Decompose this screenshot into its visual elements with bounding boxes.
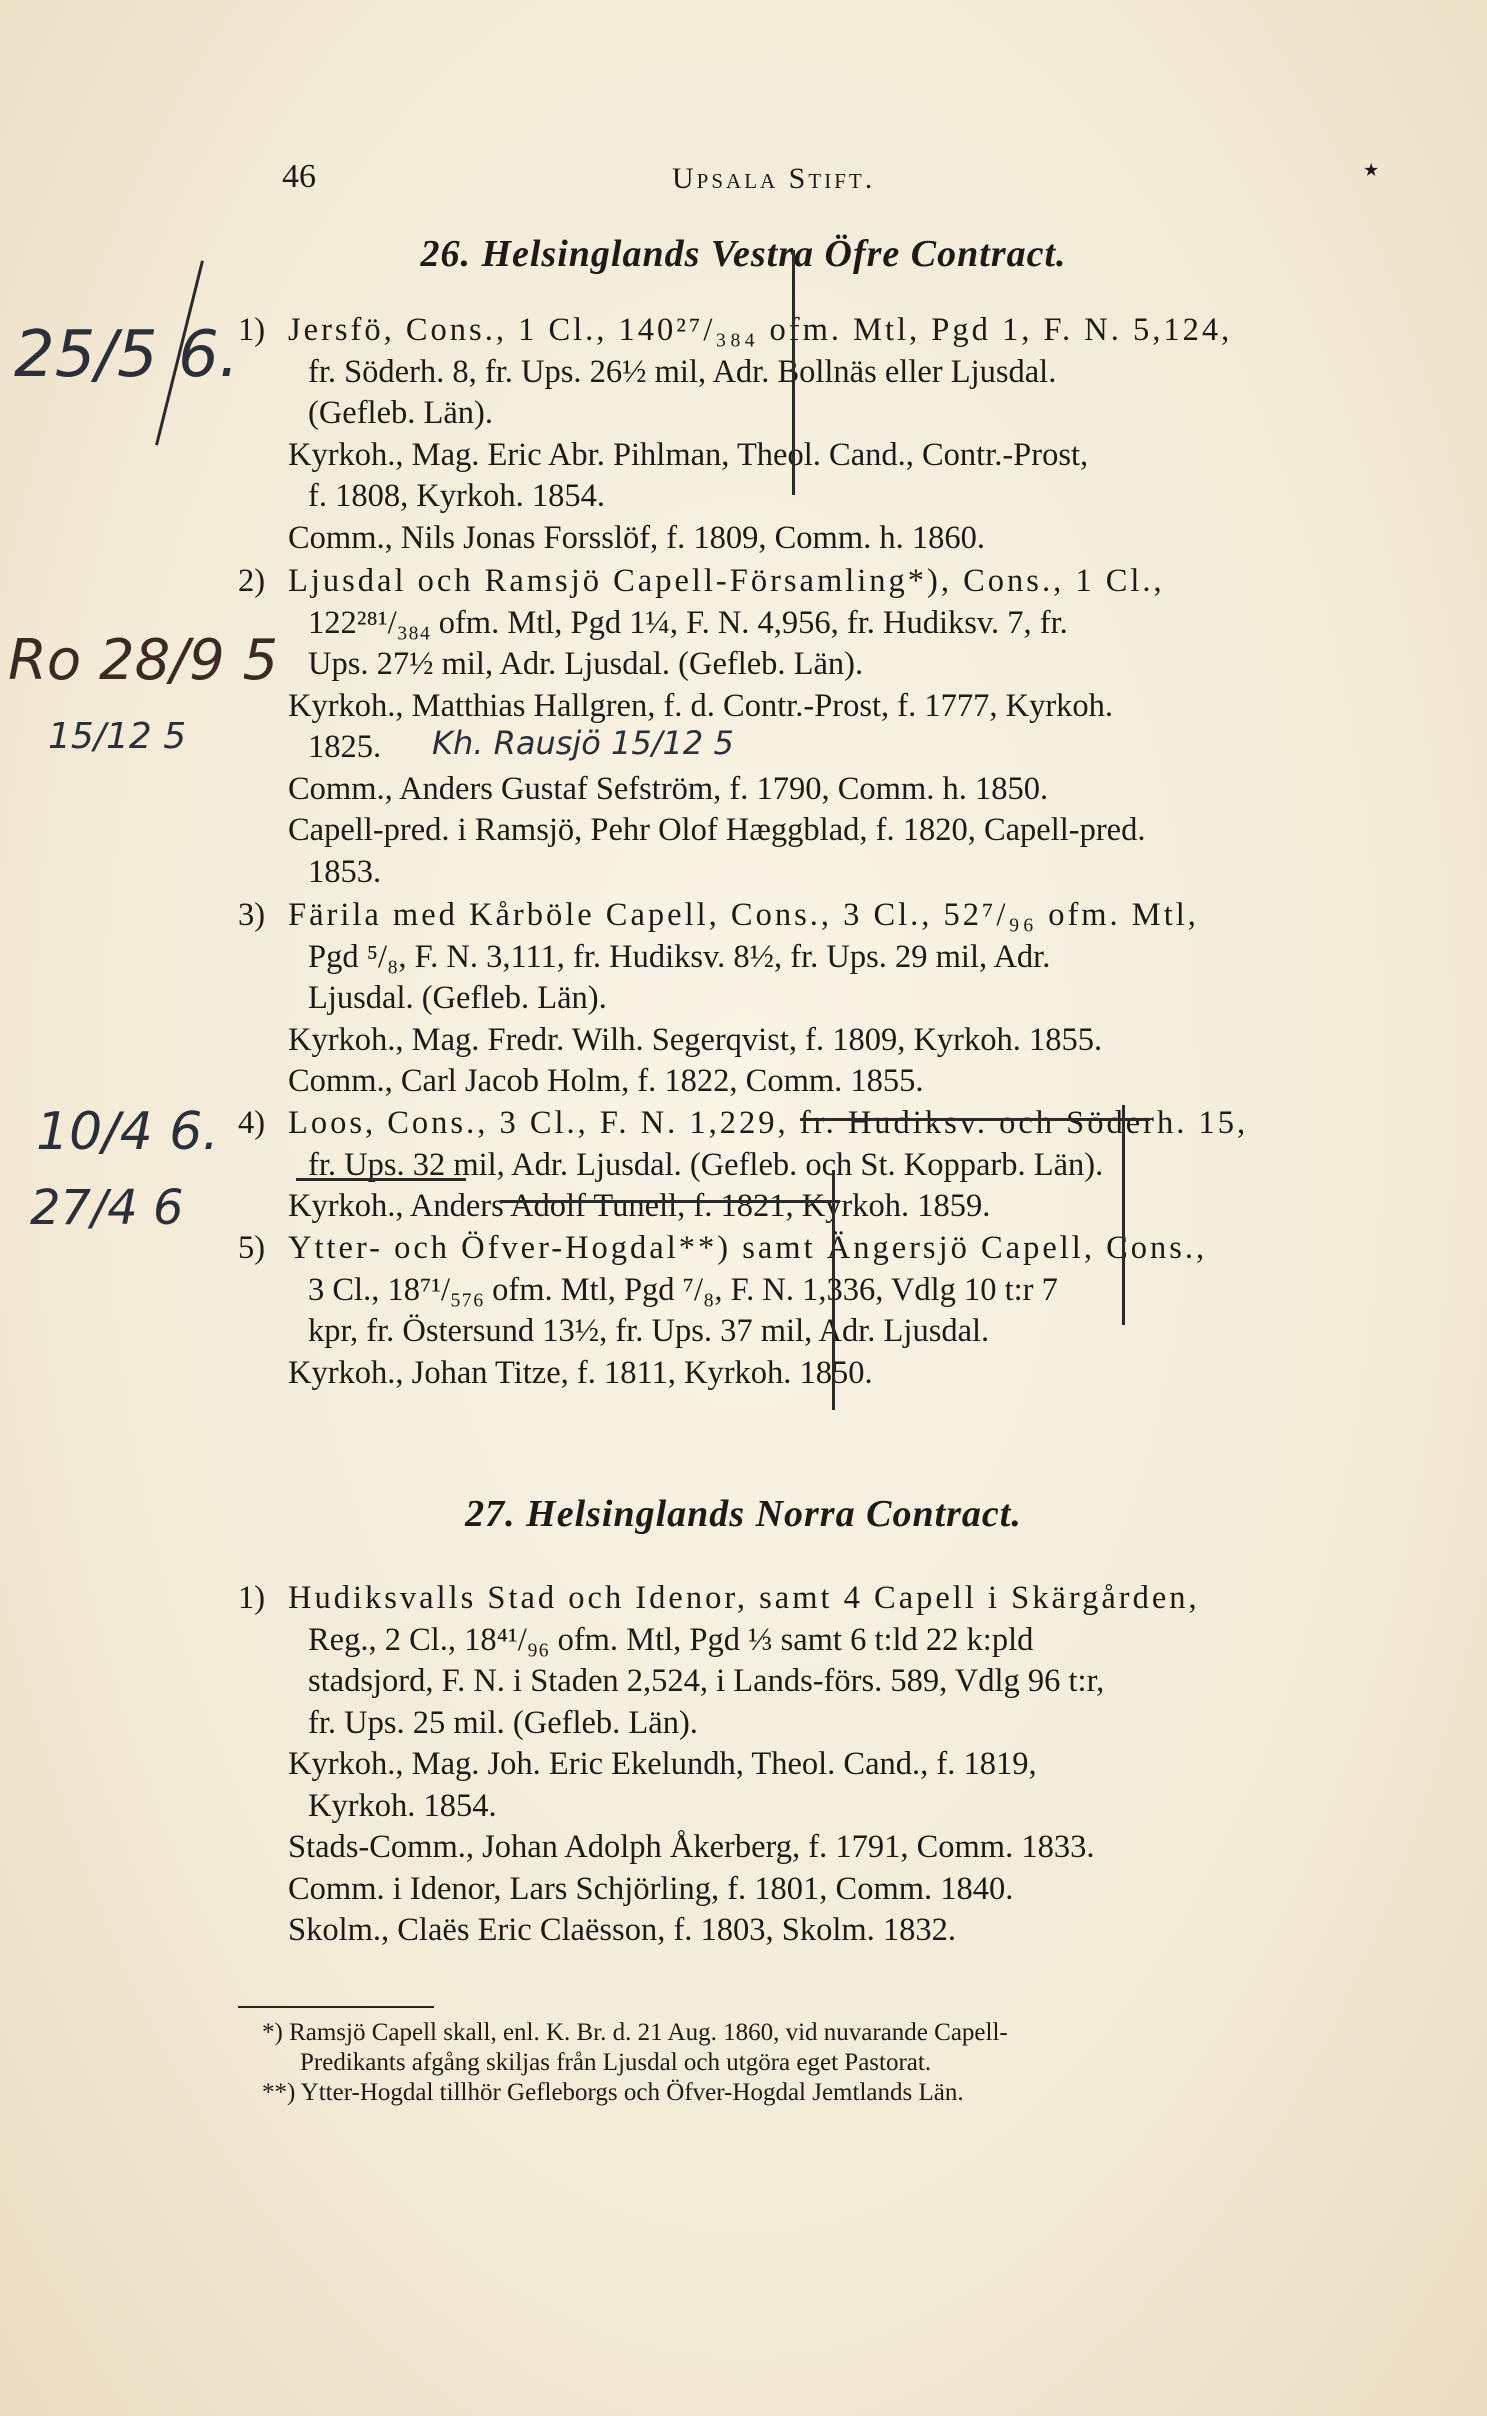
pencil-stroke — [792, 250, 795, 495]
entry-sub: Kyrkoh., Mag. Joh. Eric Ekelundh, Theol. Cand., f. 1819, — [288, 1746, 1037, 1782]
entry-26-5 — [238, 1228, 1408, 1394]
handwritten-date-mid: 15/12 5 — [48, 716, 187, 757]
entry-line: Loos, Cons., 3 Cl., F. N. 1,229, fr. Hudiksv. och Söderh. 15, — [288, 1105, 1249, 1141]
entry-number: 4) — [238, 1105, 266, 1141]
entry-sub: f. 1808, Kyrkoh. 1854. — [308, 478, 605, 514]
page-number: 46 — [282, 158, 316, 195]
entry-sub: Kyrkoh., Anders Adolf Tunell, f. 1821, Kyrkoh. 1859. — [288, 1188, 991, 1224]
entry-sub: Comm., Nils Jonas Forsslöf, f. 1809, Comm. h. 1860. — [288, 519, 985, 556]
entry-sub: Comm. i Idenor, Lars Schjörling, f. 1801, Comm. 1840. — [288, 1870, 1014, 1907]
entry-line: 3 Cl., 18⁷¹/₅₇₆ ofm. Mtl, Pgd ⁷/₈, F. N. 1,336, Vdlg 10 t:r 7 — [308, 1271, 1058, 1308]
entry-line: stadsjord, F. N. i Staden 2,524, i Lands-förs. 589, Vdlg 96 t:r, — [308, 1663, 1105, 1699]
pencil-stroke — [1122, 1105, 1125, 1325]
contract-27-heading: 27. Helsinglands Norra Contract. — [465, 1493, 1022, 1535]
entry-27-1 — [238, 1578, 1408, 1952]
entry-26-2 — [238, 561, 1408, 893]
running-title: Upsala Stift. — [672, 162, 876, 195]
entry-line: Ljusdal och Ramsjö Capell-Församling*), Cons., 1 Cl., — [288, 563, 1165, 599]
entry-sub: Stads-Comm., Johan Adolph Åkerberg, f. 1791, Comm. 1833. — [288, 1829, 1095, 1865]
pencil-strike — [800, 1118, 1150, 1121]
entry-number: 3) — [238, 897, 266, 933]
entry-sub: 1825. — [308, 729, 382, 765]
entry-line: Färila med Kårböle Capell, Cons., 3 Cl., 52⁷/₉₆ ofm. Mtl, — [288, 897, 1199, 933]
entry-26-1 — [238, 310, 1408, 559]
pencil-strike — [500, 1200, 840, 1203]
entry-26-3 — [238, 895, 1408, 1103]
entry-sub: Skolm., Claës Eric Claësson, f. 1803, Skolm. 1832. — [288, 1912, 957, 1948]
entry-line: kpr, fr. Östersund 13½, fr. Ups. 37 mil, Adr. Ljusdal. — [308, 1313, 990, 1349]
handwritten-date-top: 25/5 6. — [14, 318, 240, 392]
entry-line: Pgd ⁵/₈, F. N. 3,111, fr. Hudiksv. 8½, fr. Ups. 29 mil, Adr. — [308, 938, 1051, 975]
entry-sub: Kyrkoh. 1854. — [308, 1787, 497, 1824]
entry-sub: Capell-pred. i Ramsjö, Pehr Olof Hæggblad, f. 1820, Capell-pred. — [288, 812, 1146, 848]
entry-line: 122²⁸¹/₃₈₄ ofm. Mtl, Pgd 1¼, F. N. 4,956, fr. Hudiksv. 7, fr. — [308, 604, 1068, 641]
entry-line: fr. Ups. 25 mil. (Gefleb. Län). — [308, 1704, 698, 1741]
entry-sub: Comm., Anders Gustaf Sefström, f. 1790, Comm. h. 1850. — [288, 770, 1049, 807]
entry-line: fr. Ups. 32 mil, Adr. Ljusdal. (Gefleb. och St. Kopparb. Län). — [308, 1146, 1104, 1183]
entry-sub: Kyrkoh., Mag. Eric Abr. Pihlman, Theol. Cand., Contr.-Prost, — [288, 436, 1089, 473]
entry-number: 1) — [238, 1580, 266, 1616]
handwritten-inline-note: Kh. Rausjö 15/12 5 — [432, 724, 734, 762]
entry-line: fr. Söderh. 8, fr. Ups. 26½ mil, Adr. Bollnäs eller Ljusdal. — [308, 353, 1057, 390]
entry-26-4 — [238, 1103, 1408, 1228]
entry-line: Jersfö, Cons., 1 Cl., 140²⁷/₃₈₄ ofm. Mtl, Pgd 1, F. N. 5,124, — [288, 312, 1233, 348]
pencil-strike — [296, 1178, 466, 1181]
handwritten-date-low2: 27/4 6 — [30, 1180, 184, 1236]
footnote-line: Predikants afgång skiljas från Ljusdal och utgöra eget Pastorat. — [300, 2049, 932, 2076]
entry-number: 5) — [238, 1230, 266, 1266]
entry-line: Ytter- och Öfver-Hogdal**) samt Ängersjö Capell, Cons., — [288, 1230, 1208, 1266]
entry-sub: Kyrkoh., Johan Titze, f. 1811, Kyrkoh. 1850. — [288, 1354, 873, 1391]
entry-number: 2) — [238, 563, 266, 599]
entry-line: Ups. 27½ mil, Adr. Ljusdal. (Gefleb. Län). — [308, 646, 864, 682]
entry-line: Hudiksvalls Stad och Idenor, samt 4 Capell i Skärgården, — [288, 1580, 1200, 1616]
footnote-line: **) Ytter-Hogdal tillhör Gefleborgs och Öfver-Hogdal Jemtlands Län. — [262, 2079, 964, 2106]
entry-sub: Kyrkoh., Mag. Fredr. Wilh. Segerqvist, f. 1809, Kyrkoh. 1855. — [288, 1021, 1103, 1058]
entry-sub: Comm., Carl Jacob Holm, f. 1822, Comm. 1855. — [288, 1063, 924, 1099]
entry-sub: 1853. — [308, 853, 382, 890]
handwritten-note-ro: Ro 28/9 5 — [8, 628, 279, 693]
entry-line: Reg., 2 Cl., 18⁴¹/₉₆ ofm. Mtl, Pgd ⅓ samt 6 t:ld 22 k:pld — [308, 1621, 1034, 1658]
entry-line: Ljusdal. (Gefleb. Län). — [308, 980, 607, 1016]
contract-26-heading: 26. Helsinglands Vestra Öfre Contract. — [420, 233, 1067, 275]
footnotes — [262, 2018, 1412, 2108]
footnote-rule — [238, 2006, 434, 2008]
corner-mark: ٭ — [1363, 153, 1380, 186]
footnote-line: *) Ramsjö Capell skall, enl. K. Br. d. 21 Aug. 1860, vid nuvarande Capell- — [262, 2019, 1008, 2046]
handwritten-date-low1: 10/4 6. — [36, 1102, 219, 1162]
running-header — [0, 153, 1487, 208]
entry-sub: Kyrkoh., Matthias Hallgren, f. d. Contr.-Prost, f. 1777, Kyrkoh. — [288, 687, 1114, 724]
pencil-stroke — [832, 1170, 835, 1410]
entry-line: (Gefleb. Län). — [308, 395, 493, 431]
entry-number: 1) — [238, 312, 266, 348]
